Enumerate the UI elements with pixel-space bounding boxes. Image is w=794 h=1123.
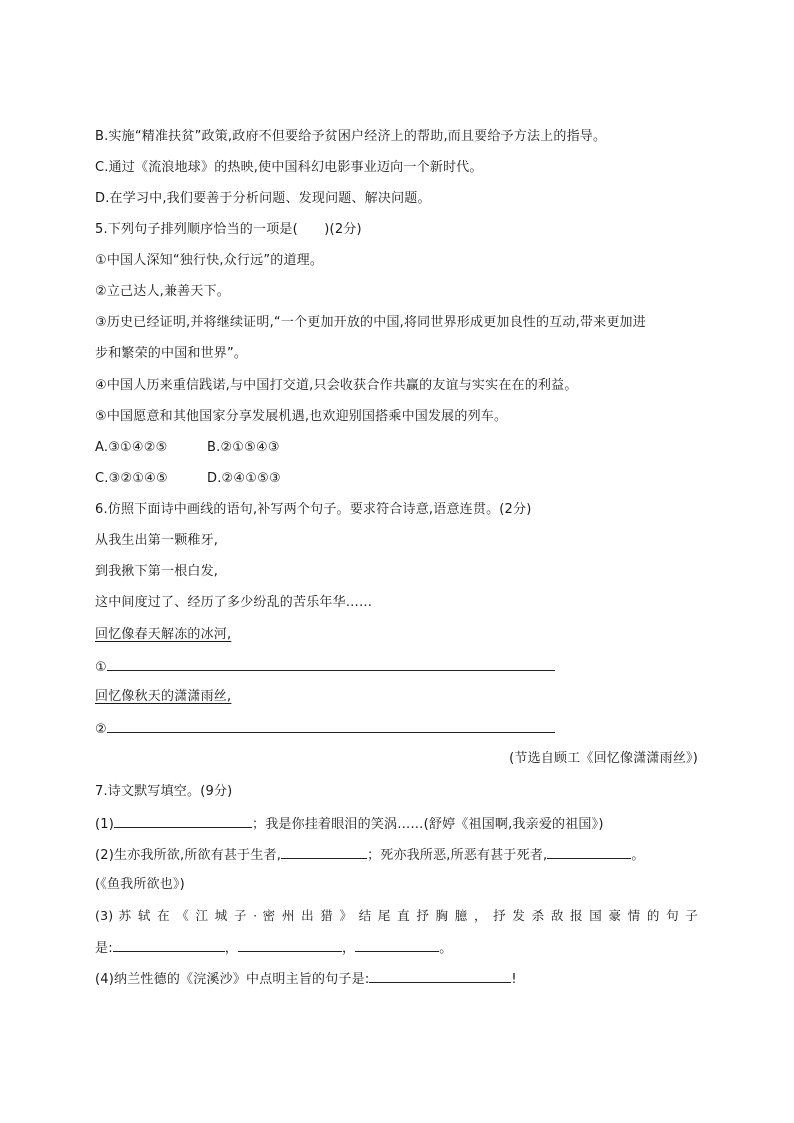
- q5-sentence-2: ②立己达人,兼善天下。: [95, 284, 230, 299]
- q7-item-1-number: (1): [95, 817, 115, 832]
- q7-item-3-text-b: ，: [224, 941, 238, 956]
- q7-item-4-blank[interactable]: [369, 969, 511, 983]
- q5-option-c: C.③②①④⑤: [95, 471, 168, 486]
- q7-item-3-text-c: ，: [341, 941, 356, 956]
- q6-underlined-line-1: 回忆像春天解冻的冰河,: [95, 627, 232, 642]
- q7-item-1-blank[interactable]: [114, 814, 252, 828]
- q5-option-b: B.②①⑤④③: [207, 440, 280, 455]
- q6-poem-line-1: 从我生出第一颗稚牙,: [95, 533, 219, 548]
- q6-stem: 6.仿照下面诗中画线的语句,补写两个句子。要求符合诗意,语意连贯。(2分): [95, 502, 532, 517]
- q7-item-2-text-b: ；死亦我所恶,所恶有甚于死者,: [367, 848, 548, 863]
- q7-item-2-text-c: 。: [631, 848, 645, 863]
- q7-item-3-line-2: [95, 938, 452, 958]
- q6-answer-1-marker: ①: [95, 660, 107, 675]
- q4-option-c: C.通过《流浪地球》的热映,使中国科幻电影事业迈向一个新时代。: [95, 160, 483, 175]
- q7-item-4-text-b: !: [511, 972, 517, 987]
- q7-item-1-text: ；我是你挂着眼泪的笑涡……(舒婷《祖国啊,我亲爱的祖国》): [252, 817, 604, 832]
- q6-answer-2-marker: ②: [95, 722, 107, 737]
- q6-poem-line-3: 这中间度过了、经历了多少纷乱的苦乐年华……: [95, 595, 373, 610]
- q7-item-4-text-a: (4)纳兰性德的《浣溪沙》中点明主旨的句子是:: [95, 972, 370, 987]
- q7-item-2: [95, 845, 645, 865]
- q6-underlined-line-2: 回忆像秋天的潇潇雨丝,: [95, 689, 232, 704]
- q7-item-1: [95, 814, 604, 834]
- q7-item-2-blank-2[interactable]: [547, 845, 631, 859]
- q7-stem: 7.诗文默写填空。(9分): [95, 784, 233, 799]
- q7-item-2-source: (《鱼我所欲也》): [95, 877, 185, 892]
- q5-sentence-3-line-2: 步和繁荣的中国和世界”。: [95, 346, 248, 361]
- q5-sentence-1: ①中国人深知“独行快,众行远”的道理。: [95, 253, 324, 268]
- q5-option-d: D.②④①⑤③: [207, 471, 281, 486]
- q7-item-2-blank-1[interactable]: [281, 845, 367, 859]
- q6-answer-2-blank[interactable]: [107, 719, 555, 733]
- q6-poem-line-2: 到我揪下第一根白发,: [95, 564, 219, 579]
- q6-answer-1: [95, 657, 555, 677]
- q7-item-4: [95, 969, 517, 989]
- q7-item-3-blank-3[interactable]: [355, 938, 439, 952]
- q5-sentence-3-line-1: ③历史已经证明,并将继续证明,“一个更加开放的中国,将同世界形成更加良性的互动,带来更加进: [95, 315, 646, 330]
- q7-item-3-line-1: (3) 苏 轼 在 《 江 城 子 · 密 州 出 猎 》 结 尾 直 抒 胸 臆 ， 抒 发 杀 敌 报 国 豪 情 的 句 子: [95, 908, 698, 923]
- q6-source: (节选自顾工《回忆像潇潇雨丝》): [509, 751, 698, 766]
- q7-item-3-blank-1[interactable]: [113, 938, 225, 952]
- q7-item-3-text-a: 是:: [95, 941, 113, 956]
- q4-option-d: D.在学习中,我们要善于分析问题、发现问题、解决问题。: [95, 191, 431, 206]
- q4-option-b: B.实施“精准扶贫”政策,政府不但要给予贫困户经济上的帮助,而且要给予方法上的指导。: [95, 129, 607, 144]
- q5-stem: 5.下列句子排列顺序恰当的一项是( )(2分): [95, 222, 362, 237]
- q7-item-3-blank-2[interactable]: [238, 938, 342, 952]
- q7-item-2-text-a: (2)生亦我所欲,所欲有甚于生者,: [95, 848, 282, 863]
- q7-item-3-text-d: 。: [439, 941, 453, 956]
- q6-answer-2: [95, 719, 555, 739]
- q5-sentence-5: ⑤中国愿意和其他国家分享发展机遇,也欢迎别国搭乘中国发展的列车。: [95, 409, 508, 424]
- q5-sentence-4: ④中国人历来重信践诺,与中国打交道,只会收获合作共赢的友谊与实实在在的利益。: [95, 378, 578, 393]
- q5-option-a: A.③①④②⑤: [95, 440, 168, 455]
- q6-answer-1-blank[interactable]: [107, 657, 555, 671]
